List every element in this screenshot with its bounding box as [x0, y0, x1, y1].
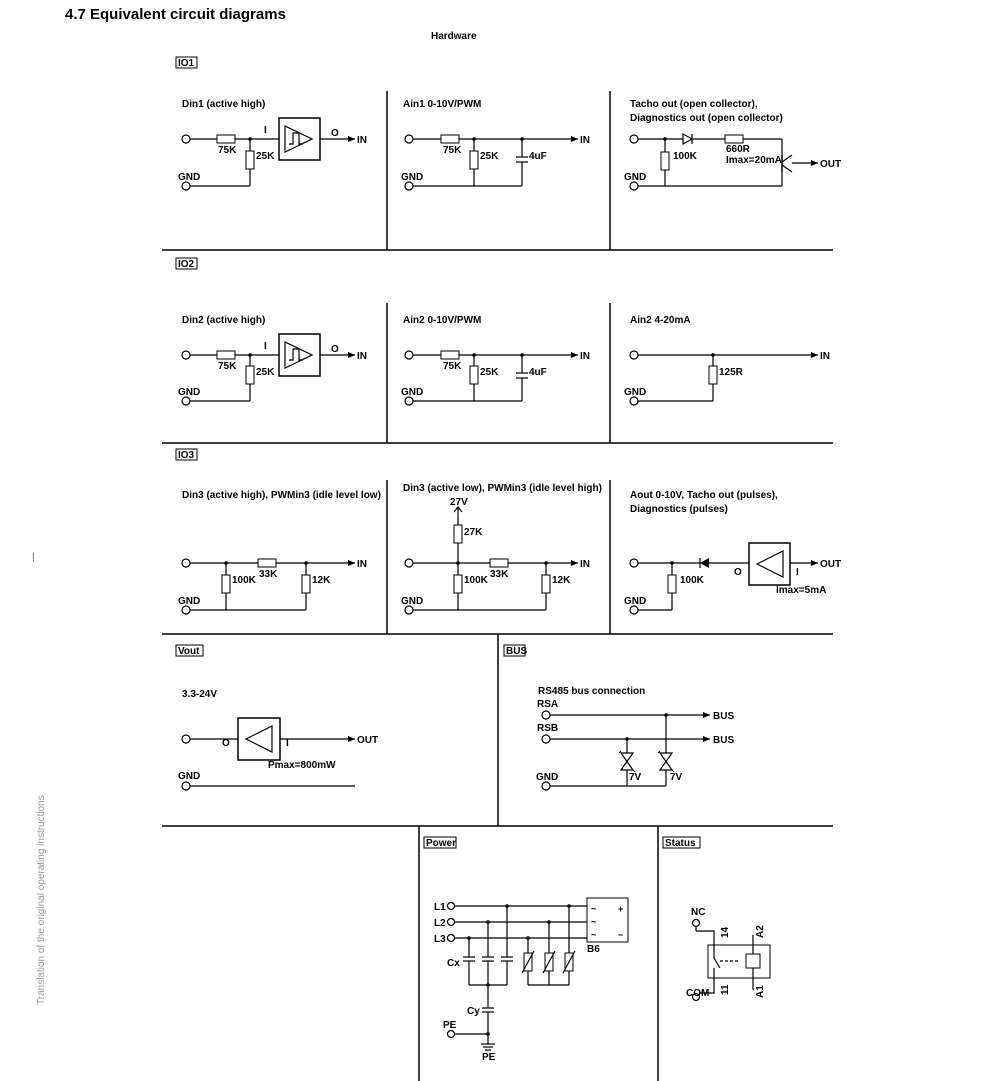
circuit-ain2-current	[624, 315, 830, 405]
svg-text:27V: 27V	[450, 497, 468, 508]
svg-text:Cy: Cy	[467, 1006, 480, 1017]
tag-io3	[176, 449, 197, 461]
svg-text:Imax=5mA: Imax=5mA	[776, 585, 827, 596]
svg-text:Ain2 4-20mA: Ain2 4-20mA	[630, 315, 691, 326]
svg-text:Power: Power	[426, 838, 457, 849]
circuit-ain2	[401, 315, 590, 405]
resistor-75k	[217, 135, 235, 143]
svg-text:Din3 (active high), PWMin3 (id: Din3 (active high), PWMin3 (idle level low)	[182, 490, 381, 501]
svg-text:A2: A2	[755, 925, 766, 938]
svg-text:Cx: Cx	[447, 958, 460, 969]
svg-text:~: ~	[591, 930, 597, 940]
page-subtitle: Hardware	[431, 31, 477, 42]
svg-text:NC: NC	[691, 907, 706, 918]
svg-text:3.3-24V: 3.3-24V	[182, 689, 218, 700]
circuit-rs485-bus	[536, 686, 734, 790]
svg-text:Diagnostics out (open collecto: Diagnostics out (open collector)	[630, 113, 783, 124]
svg-text:Ain2 0-10V/PWM: Ain2 0-10V/PWM	[403, 315, 482, 326]
circuit-vout	[178, 689, 378, 790]
circuit-din1	[178, 99, 367, 190]
svg-text:27K: 27K	[464, 527, 483, 538]
side-note: Translation of the original operating instructions	[36, 795, 47, 1005]
svg-text:Tacho out (open collector),: Tacho out (open collector),	[630, 99, 758, 110]
svg-text:Vout: Vout	[178, 646, 200, 657]
svg-text:~: ~	[591, 904, 597, 914]
svg-text:125R: 125R	[719, 367, 743, 378]
svg-text:75K: 75K	[443, 361, 462, 372]
svg-text:Imax=20mA: Imax=20mA	[726, 155, 782, 166]
svg-text:O: O	[331, 128, 339, 139]
resistor-25k	[246, 151, 254, 169]
svg-text:I: I	[286, 738, 289, 749]
svg-text:Diagnostics (pulses): Diagnostics (pulses)	[630, 504, 728, 515]
svg-text:GND: GND	[536, 772, 559, 783]
svg-text:L1: L1	[434, 902, 446, 913]
svg-text:+: +	[618, 904, 624, 914]
svg-text:Aout 0-10V, Tacho out (pulses): Aout 0-10V, Tacho out (pulses),	[630, 490, 778, 501]
svg-text:75K: 75K	[218, 361, 237, 372]
svg-text:GND: GND	[401, 172, 424, 183]
svg-text:GND: GND	[401, 387, 424, 398]
tag-io1	[176, 57, 197, 69]
svg-text:IN: IN	[580, 559, 590, 570]
svg-text:O: O	[331, 344, 339, 355]
circuit-ain1	[401, 99, 590, 190]
svg-text:GND: GND	[624, 387, 647, 398]
svg-text:Din3 (active low), PWMin3 (idl: Din3 (active low), PWMin3 (idle level high)	[403, 483, 602, 494]
svg-text:OUT: OUT	[820, 159, 842, 170]
svg-text:GND: GND	[178, 172, 201, 183]
svg-text:~: ~	[591, 917, 597, 927]
svg-text:BUS: BUS	[713, 735, 735, 746]
svg-text:660R: 660R	[726, 144, 750, 155]
tag-bus	[504, 645, 527, 657]
svg-text:25K: 25K	[480, 367, 499, 378]
tag-io2	[176, 258, 197, 270]
svg-text:RSB: RSB	[537, 723, 559, 734]
svg-text:11: 11	[720, 984, 731, 995]
tag-status	[663, 837, 700, 849]
svg-text:L3: L3	[434, 934, 446, 945]
svg-text:OUT: OUT	[357, 735, 379, 746]
svg-text:OUT: OUT	[820, 559, 842, 570]
tag-vout	[176, 645, 203, 657]
circuit-tacho-out	[624, 99, 841, 190]
svg-text:75K: 75K	[443, 145, 462, 156]
svg-text:4uF: 4uF	[529, 367, 547, 378]
svg-text:Status: Status	[665, 838, 696, 849]
circuit-din3-low	[401, 483, 602, 614]
svg-text:75K: 75K	[218, 145, 237, 156]
svg-text:25K: 25K	[256, 151, 275, 162]
svg-text:GND: GND	[624, 172, 647, 183]
svg-text:IN: IN	[580, 135, 590, 146]
svg-text:GND: GND	[178, 771, 201, 782]
circuit-aout	[624, 490, 841, 614]
svg-text:100K: 100K	[464, 575, 488, 586]
svg-text:RSA: RSA	[537, 699, 559, 710]
svg-text:O: O	[734, 567, 742, 578]
svg-text:14: 14	[720, 926, 731, 938]
tag-power	[424, 837, 456, 849]
svg-text:12K: 12K	[312, 575, 331, 586]
svg-text:7V: 7V	[670, 772, 683, 783]
svg-text:IN: IN	[820, 351, 830, 362]
svg-text:I: I	[264, 341, 267, 352]
svg-text:Pmax=800mW: Pmax=800mW	[268, 760, 336, 771]
svg-text:25K: 25K	[480, 151, 499, 162]
svg-text:IN: IN	[357, 559, 367, 570]
svg-text:A1: A1	[755, 985, 766, 998]
svg-text:IO3: IO3	[178, 450, 195, 461]
svg-text:GND: GND	[401, 596, 424, 607]
svg-text:IO2: IO2	[178, 259, 195, 270]
svg-text:B6: B6	[587, 944, 600, 955]
svg-text:IN: IN	[357, 135, 367, 146]
side-mark: |	[32, 552, 35, 563]
svg-text:100K: 100K	[673, 151, 697, 162]
svg-text:25K: 25K	[256, 367, 275, 378]
svg-text:L2: L2	[434, 918, 446, 929]
svg-text:12K: 12K	[552, 575, 571, 586]
svg-text:COM: COM	[686, 988, 710, 999]
circuit-status-relay	[686, 907, 770, 1001]
svg-text:Din2 (active high): Din2 (active high)	[182, 315, 266, 326]
svg-text:PE: PE	[443, 1020, 457, 1031]
svg-text:GND: GND	[624, 596, 647, 607]
svg-text:O: O	[222, 738, 230, 749]
grid-lines	[162, 91, 833, 1081]
svg-text:I: I	[796, 567, 799, 578]
circuit-power	[434, 898, 628, 1063]
svg-text:BUS: BUS	[713, 711, 735, 722]
svg-text:33K: 33K	[259, 569, 278, 580]
svg-text:−: −	[618, 930, 624, 940]
circuit-din3-high	[178, 490, 381, 614]
svg-text:RS485 bus connection: RS485 bus connection	[538, 686, 646, 697]
svg-text:BUS: BUS	[506, 646, 528, 657]
svg-text:Ain1 0-10V/PWM: Ain1 0-10V/PWM	[403, 99, 482, 110]
svg-text:IO1: IO1	[178, 58, 195, 69]
svg-text:7V: 7V	[629, 772, 642, 783]
svg-text:GND: GND	[178, 387, 201, 398]
svg-text:100K: 100K	[232, 575, 256, 586]
svg-text:33K: 33K	[490, 569, 509, 580]
circuit-din2	[178, 315, 367, 405]
svg-text:GND: GND	[178, 596, 201, 607]
svg-text:4uF: 4uF	[529, 151, 547, 162]
svg-text:Din1 (active high): Din1 (active high)	[182, 99, 266, 110]
svg-text:PE: PE	[482, 1052, 496, 1063]
page-title: 4.7 Equivalent circuit diagrams	[65, 6, 286, 23]
svg-text:IN: IN	[357, 351, 367, 362]
svg-text:I: I	[264, 125, 267, 136]
svg-text:100K: 100K	[680, 575, 704, 586]
svg-text:IN: IN	[580, 351, 590, 362]
